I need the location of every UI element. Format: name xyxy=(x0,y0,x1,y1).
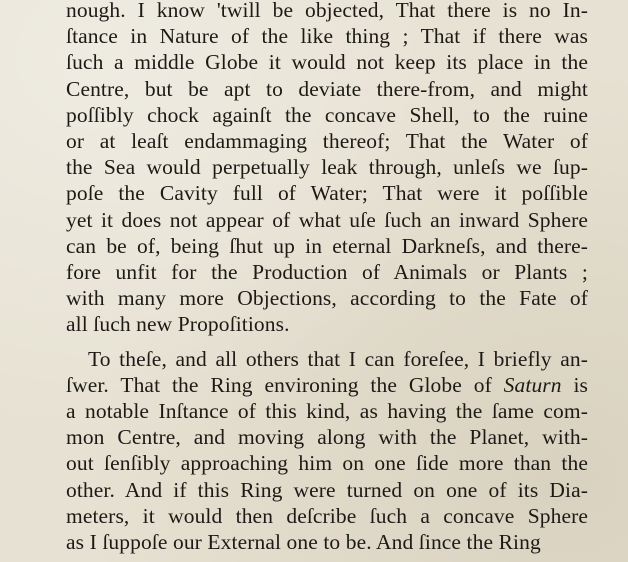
text-line: can be of, being ſhut up in eternal Darkneſs, and there- xyxy=(66,233,588,258)
text-line: poſe the Cavity full of Water; That were it poſſible xyxy=(66,181,588,206)
text-line: yet it does not appear of what uſe ſuch an inward Sphere xyxy=(66,207,588,232)
text-line: all ſuch new Propoſitions. xyxy=(66,312,290,337)
text-line: out ſenſibly approaching him on one ſide more than the xyxy=(66,451,588,476)
text-line: as I ſuppoſe our External one to be. And ſince the Ring xyxy=(66,530,541,555)
paragraph-2 xyxy=(66,346,588,556)
text-line: with many more Objections, according to the Fate of xyxy=(66,286,588,311)
paragraph-1 xyxy=(66,0,588,338)
document-text xyxy=(66,0,588,555)
text-line-start: ſwer. That the Ring environing the Globe of xyxy=(66,372,504,397)
text-line: or at leaſt endammaging thereof; That the Water of xyxy=(66,129,588,154)
text-line: To theſe, and all others that I can foreſee, I briefly an- xyxy=(88,346,588,371)
text-line: ſtance in Nature of the like thing ; That if there was xyxy=(66,24,588,49)
text-line: poſſibly chock againſt the concave Shell, to the ruine xyxy=(66,102,588,127)
text-line: a notable Inſtance of this kind, as having the ſame com- xyxy=(66,399,588,424)
text-line: fore unfit for the Production of Animals or Plants ; xyxy=(66,260,588,285)
text-line: the Sea would perpetually leak through, unleſs we ſup- xyxy=(66,155,588,180)
text-line: nough. I know 'twill be objected, That there is no In- xyxy=(66,0,588,22)
text-line-with-italic xyxy=(66,372,588,398)
text-line: other. And if this Ring were turned on one of its Dia- xyxy=(66,477,588,502)
text-line: Centre, but be apt to deviate there-from, and might xyxy=(66,76,588,101)
text-line: mon Centre, and moving along with the Planet, with- xyxy=(66,425,588,450)
text-line-end: is xyxy=(561,372,589,397)
text-line: meters, it would then deſcribe ſuch a concave Sphere xyxy=(66,503,588,528)
italic-word: Saturn xyxy=(503,372,562,397)
text-line: ſuch a middle Globe it would not keep its place in the xyxy=(66,50,588,75)
